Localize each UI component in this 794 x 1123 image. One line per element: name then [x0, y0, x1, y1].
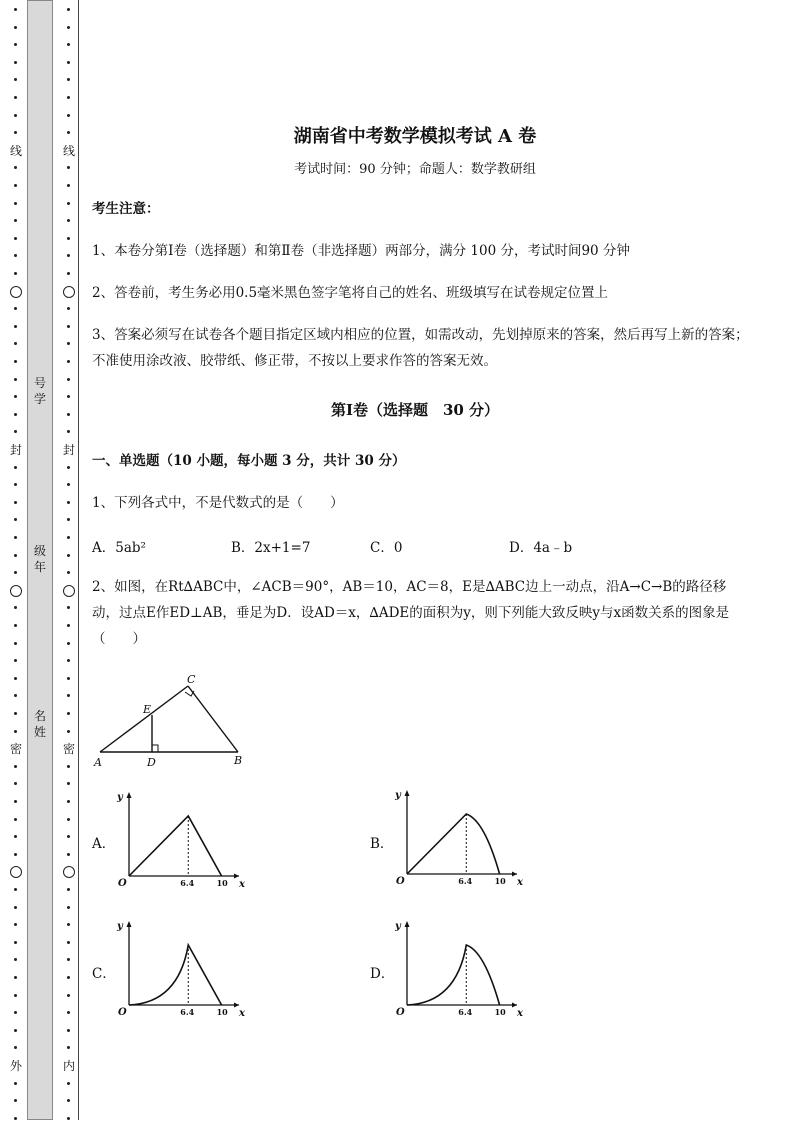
margin-dot: [14, 1029, 17, 1032]
graph-b: [390, 786, 525, 889]
right-angle-d: [152, 745, 158, 752]
tick-end-label: 10: [216, 1007, 228, 1017]
margin-dot: [14, 184, 17, 187]
margin-dot: [14, 765, 17, 768]
margin-dot: [67, 976, 70, 979]
margin-dot: [67, 26, 70, 29]
tick-end-label: 10: [494, 1007, 506, 1017]
margin-dot: [67, 96, 70, 99]
margin-dot: [67, 430, 70, 433]
function-curve: [129, 945, 222, 1005]
binding-margin: [0, 0, 82, 1123]
margin-dot: [14, 958, 17, 961]
q2-option-d[interactable]: D．: [370, 966, 395, 982]
margin-dot: [14, 43, 17, 46]
label-b: B: [234, 754, 243, 767]
y-arrow-icon: [405, 921, 410, 927]
q1-option-b[interactable]: B．2x+1=7: [231, 540, 311, 556]
margin-dot: [67, 78, 70, 81]
margin-dot: [14, 730, 17, 733]
margin-dot: [14, 413, 17, 416]
origin-label: O: [118, 878, 127, 889]
label-c: C: [187, 673, 196, 686]
margin-dot: [14, 782, 17, 785]
margin-dot: [14, 501, 17, 504]
margin-dot: [14, 307, 17, 310]
margin-dot: [14, 994, 17, 997]
margin-dot: [14, 835, 17, 838]
y-axis-label: y: [117, 921, 123, 932]
q1-option-c[interactable]: C．0: [370, 540, 403, 556]
margin-dot: [14, 906, 17, 909]
margin-dot: [67, 571, 70, 574]
x-axis-label: x: [517, 877, 523, 888]
margin-dot: [14, 624, 17, 627]
margin-dot: [14, 818, 17, 821]
binding-hole-icon: [10, 866, 22, 878]
tick-peak-label: 6.4: [180, 878, 195, 888]
binding-hole-icon: [63, 866, 75, 878]
margin-dot: [67, 61, 70, 64]
function-curve: [407, 814, 500, 874]
margin-dot: [14, 483, 17, 486]
margin-dot: [67, 483, 70, 486]
x-arrow-icon: [512, 1003, 517, 1008]
margin-dot: [67, 941, 70, 944]
function-curve: [129, 816, 222, 876]
y-arrow-icon: [405, 790, 410, 796]
margin-dot: [67, 536, 70, 539]
margin-dot: [14, 712, 17, 715]
q1-option-d[interactable]: D．4a﹣b: [509, 540, 573, 556]
margin-dot: [67, 906, 70, 909]
notice-item-2: 2、答卷前，考生务必用0.5毫米黑色签字笔将自己的姓名、班级填写在试卷规定位置上: [92, 285, 609, 301]
y-arrow-icon: [127, 921, 132, 927]
origin-label: O: [118, 1007, 127, 1018]
label-a: A: [94, 756, 102, 769]
margin-dot: [14, 466, 17, 469]
notice-item-3: 3、答案必须写在试卷各个题目指定区域内相应的位置，如需改动，先划掉原来的答案，然后再写上新的答案；不准使用涂改液、胶带纸、修正带，不按以上要求作答的答案无效。: [92, 327, 749, 369]
margin-dot: [14, 659, 17, 662]
margin-dot: [67, 1029, 70, 1032]
x-axis-label: x: [517, 1008, 523, 1019]
x-arrow-icon: [234, 1003, 239, 1008]
margin-dot: [67, 378, 70, 381]
y-axis-label: y: [395, 921, 401, 932]
margin-dot: [67, 131, 70, 134]
margin-dot: [14, 1099, 17, 1102]
margin-dot: [14, 254, 17, 257]
q2-option-b[interactable]: B．: [370, 836, 394, 852]
page-title: 湖南省中考数学模拟考试 A 卷: [293, 126, 537, 147]
margin-dot: [67, 1046, 70, 1049]
left-margin-char: 密: [9, 742, 22, 757]
margin-dot: [67, 272, 70, 275]
left-margin-char: 外: [9, 1059, 22, 1073]
x-arrow-icon: [234, 874, 239, 879]
side-cb: [188, 686, 238, 752]
y-axis-label: y: [395, 790, 401, 801]
right-dot-column: [62, 0, 76, 1123]
right-margin-char: 封: [62, 443, 75, 457]
grade-field: 级 年: [33, 544, 46, 574]
binding-hole-icon: [10, 585, 22, 597]
margin-dot: [67, 325, 70, 328]
graph-c: [112, 917, 247, 1020]
binding-hole-icon: [63, 286, 75, 298]
right-margin-char: 线: [62, 143, 75, 158]
margin-dot: [14, 923, 17, 926]
left-margin-char: 线: [9, 143, 22, 158]
margin-dot: [67, 254, 70, 257]
x-axis-label: x: [239, 879, 245, 890]
margin-dot: [67, 554, 70, 557]
origin-label: O: [396, 1007, 405, 1018]
margin-dot: [67, 730, 70, 733]
margin-dot: [14, 642, 17, 645]
margin-dot: [14, 976, 17, 979]
q2-option-c[interactable]: C．: [92, 966, 116, 982]
margin-dot: [67, 923, 70, 926]
margin-dot: [67, 818, 70, 821]
margin-dot: [67, 677, 70, 680]
function-curve: [407, 945, 500, 1005]
margin-dot: [67, 466, 70, 469]
margin-dot: [67, 659, 70, 662]
margin-dot: [14, 26, 17, 29]
margin-dot: [67, 765, 70, 768]
q1-option-a[interactable]: A．5ab²: [92, 540, 146, 556]
graph-a: [112, 788, 247, 891]
binding-hole-icon: [63, 585, 75, 597]
question-1-stem: 1、下列各式中，不是代数式的是（ ）: [92, 495, 344, 511]
margin-dot: [67, 395, 70, 398]
margin-dot: [67, 1082, 70, 1085]
origin-label: O: [396, 876, 405, 887]
margin-dot: [67, 624, 70, 627]
binding-hole-icon: [10, 286, 22, 298]
margin-dot: [14, 360, 17, 363]
margin-dot: [67, 958, 70, 961]
margin-dot: [67, 712, 70, 715]
margin-dot: [14, 96, 17, 99]
margin-dot: [67, 800, 70, 803]
margin-dot: [14, 1082, 17, 1085]
margin-dot: [14, 800, 17, 803]
margin-dot: [67, 202, 70, 205]
notice-item-1: 1、本卷分第Ⅰ卷（选择题）和第Ⅱ卷（非选择题）两部分，满分 100 分，考试时间90 分钟: [92, 243, 630, 259]
margin-dot: [14, 518, 17, 521]
margin-dot: [67, 888, 70, 891]
margin-dot: [14, 888, 17, 891]
margin-dot: [14, 8, 17, 11]
x-axis-label: x: [239, 1008, 245, 1019]
margin-dot: [14, 606, 17, 609]
margin-dot: [14, 1117, 17, 1120]
margin-dot: [67, 853, 70, 856]
margin-dot: [14, 219, 17, 222]
tick-end-label: 10: [216, 878, 228, 888]
margin-dot: [14, 430, 17, 433]
margin-dot: [67, 8, 70, 11]
margin-dot: [14, 1011, 17, 1014]
margin-dot: [67, 307, 70, 310]
margin-dot: [67, 994, 70, 997]
margin-dot: [14, 677, 17, 680]
margin-dot: [14, 342, 17, 345]
margin-dot: [14, 395, 17, 398]
margin-dot: [14, 694, 17, 697]
question-2-stem: 2、如图，在Rt∆ABC中，∠ACB＝90°，AB＝10，AC＝8，E是∆ABC边上一动点，沿A→C→B的路径移动，过点E作ED⊥AB，垂足为D．设AD＝x，∆ADE的面积为y，则下列能大致反映y与x函数关系的图象是（ ）: [92, 579, 730, 647]
margin-dot: [67, 694, 70, 697]
margin-dot: [67, 184, 70, 187]
margin-dot: [14, 853, 17, 856]
margin-dot: [67, 114, 70, 117]
y-arrow-icon: [127, 792, 132, 798]
left-dot-column: [9, 0, 23, 1123]
margin-divider: [78, 0, 79, 1120]
label-e: E: [143, 703, 152, 716]
part-one-title: 第Ⅰ卷（选择题 30 分）: [330, 401, 500, 419]
margin-dot: [67, 1099, 70, 1102]
tick-peak-label: 6.4: [458, 1007, 473, 1017]
student-id-field: 号 学: [33, 376, 46, 406]
margin-dot: [67, 835, 70, 838]
margin-dot: [67, 43, 70, 46]
triangle-figure: [90, 670, 260, 770]
margin-dot: [67, 606, 70, 609]
y-axis-label: y: [117, 792, 123, 803]
margin-dot: [67, 642, 70, 645]
margin-dot: [14, 1046, 17, 1049]
graph-d: [390, 917, 525, 1020]
margin-dot: [14, 131, 17, 134]
section-heading: 一、单选题（10 小题，每小题 3 分，共计 30 分）: [92, 453, 406, 469]
margin-dot: [67, 237, 70, 240]
margin-dot: [14, 554, 17, 557]
tick-peak-label: 6.4: [458, 876, 473, 886]
margin-dot: [67, 166, 70, 169]
notice-heading: 考生注意：: [92, 201, 160, 217]
margin-dot: [14, 272, 17, 275]
margin-dot: [14, 536, 17, 539]
margin-dot: [67, 219, 70, 222]
tick-peak-label: 6.4: [180, 1007, 195, 1017]
side-ac: [100, 686, 188, 752]
margin-dot: [67, 342, 70, 345]
x-arrow-icon: [512, 872, 517, 877]
margin-dot: [14, 237, 17, 240]
margin-dot: [14, 61, 17, 64]
tick-end-label: 10: [494, 876, 506, 886]
margin-dot: [14, 378, 17, 381]
right-margin-char: 密: [62, 742, 75, 757]
margin-dot: [14, 202, 17, 205]
margin-dot: [14, 78, 17, 81]
margin-dot: [14, 941, 17, 944]
margin-dot: [14, 166, 17, 169]
label-d: D: [147, 756, 156, 769]
margin-dot: [14, 325, 17, 328]
left-margin-char: 封: [9, 443, 22, 457]
right-margin-char: 内: [62, 1059, 75, 1073]
margin-dot: [14, 571, 17, 574]
q2-option-a[interactable]: A．: [92, 836, 116, 852]
margin-dot: [67, 782, 70, 785]
margin-dot: [67, 413, 70, 416]
margin-dot: [67, 1117, 70, 1120]
margin-dot: [14, 114, 17, 117]
margin-dot: [67, 360, 70, 363]
name-field: 名 姓: [33, 709, 46, 739]
margin-dot: [67, 1011, 70, 1014]
exam-info: 考试时间：90 分钟；命题人：数学教研组: [294, 162, 536, 177]
margin-dot: [67, 501, 70, 504]
margin-dot: [67, 518, 70, 521]
